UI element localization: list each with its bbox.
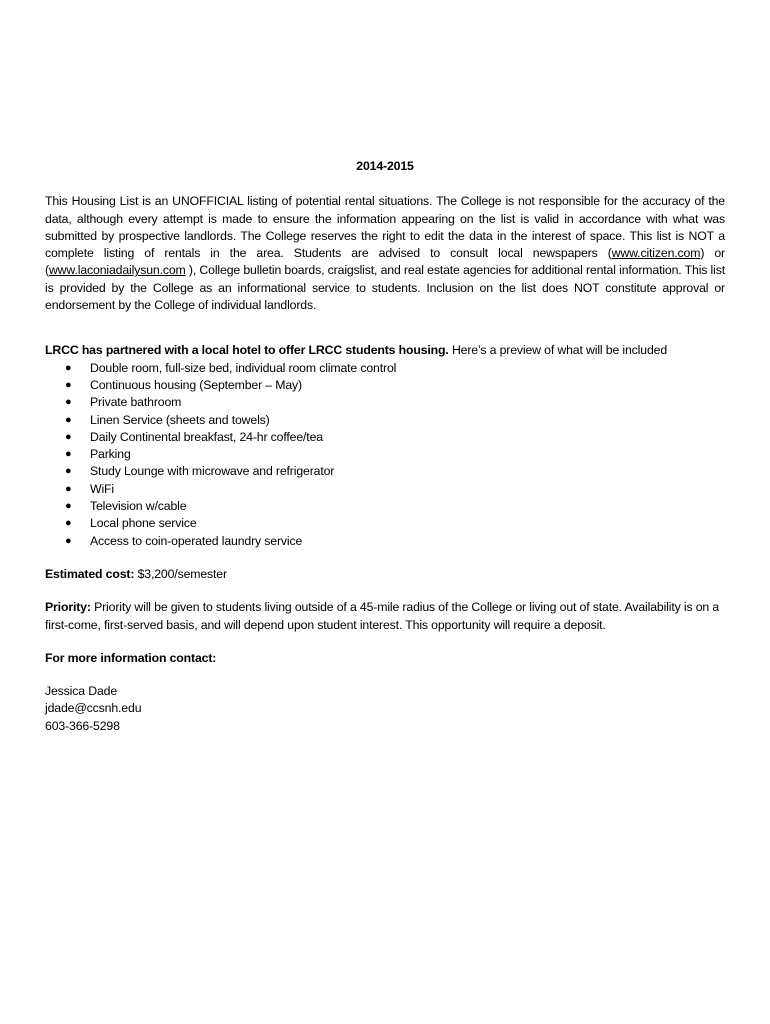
benefit-list-item [45,515,725,532]
benefit-list-item [45,481,725,498]
benefits-list [45,360,725,550]
partner-heading: LRCC has partnered with a local hotel to offer LRCC students housing. [45,343,449,358]
bullet-icon: ● [65,448,72,461]
benefit-text: Daily Continental breakfast, 24-hr coffee/tea [90,429,323,444]
partner-preview-text: Here’s a preview of what will be included [448,343,668,358]
benefit-text: Linen Service (sheets and towels) [90,412,270,427]
bullet-icon: ● [65,534,72,547]
document-title: 2014-2015 [356,159,414,173]
intro-text-2: ) or ( [45,246,725,278]
intro-text-3: ), College bulletin boards, craigslist, and real estate agencies for additional rental information. This list is provided by the College as an informational service to students. Inclusion on the list does NOT constitute approval or endorsement by the College of individual landlords. [45,263,725,313]
benefit-text: Double room, full-size bed, individual room climate control [90,360,397,375]
contact-block [45,683,725,735]
contact-name: Jessica Dade [45,684,118,699]
partner-paragraph [45,342,725,359]
bullet-icon: ● [65,413,72,426]
benefit-text: Television w/cable [90,499,187,514]
cost-line [45,566,725,583]
document-body [45,158,725,735]
benefit-list-item [45,429,725,446]
cost-value: $3,200/semester [134,566,227,581]
bullet-icon: ● [65,482,72,495]
priority-label: Priority: [45,600,91,615]
benefit-list-item [45,446,725,463]
contact-phone: 603-366-5298 [45,718,120,733]
benefit-text: WiFi [90,481,114,496]
bullet-icon: ● [65,465,72,478]
benefit-list-item [45,498,725,515]
benefit-list-item [45,394,725,411]
bullet-icon: ● [65,430,72,443]
priority-paragraph [45,599,725,634]
priority-text: Priority will be given to students living outside of a 45-mile radius of the College or living out of state. Availability is on a first-come, first-served basis, and will depend upon student interest. This opportunity will require a deposit. [45,600,720,632]
benefit-list-item [45,463,725,480]
benefit-list-item [45,360,725,377]
bullet-icon: ● [65,361,72,374]
bullet-icon: ● [65,517,72,530]
benefit-text: Continuous housing (September – May) [90,377,302,392]
bullet-icon: ● [65,500,72,513]
cost-label: Estimated cost: [45,566,135,581]
contact-email[interactable]: jdade@ccsnh.edu [45,701,142,716]
benefit-list-item [45,533,725,550]
bullet-icon: ● [65,396,72,409]
citizen-link[interactable]: www.citizen.com [611,246,701,261]
benefit-text: Local phone service [90,516,197,531]
more-info-heading: For more information contact: [45,650,217,665]
laconiadailysun-link[interactable]: www.laconiadailysun.com [48,263,186,278]
benefit-list-item [45,377,725,394]
benefit-text: Access to coin-operated laundry service [90,533,303,548]
benefit-list-item [45,412,725,429]
intro-paragraph [45,193,725,314]
benefit-text: Parking [90,447,131,462]
benefit-text: Private bathroom [90,395,182,410]
bullet-icon: ● [65,378,72,391]
intro-text-1: This Housing List is an UNOFFICIAL listing of potential rental situations. The College is not responsible for the accuracy of the data, although every attempt is made to ensure the information appearing on the list is valid in accordance with what was submitted by prospective landlords. The College reserves the right to edit the data in the interest of space. This list is NOT a complete listing of rentals in the area. Students are advised to consult local newspapers ( [45,194,725,261]
benefit-text: Study Lounge with microwave and refrigerator [90,464,335,479]
